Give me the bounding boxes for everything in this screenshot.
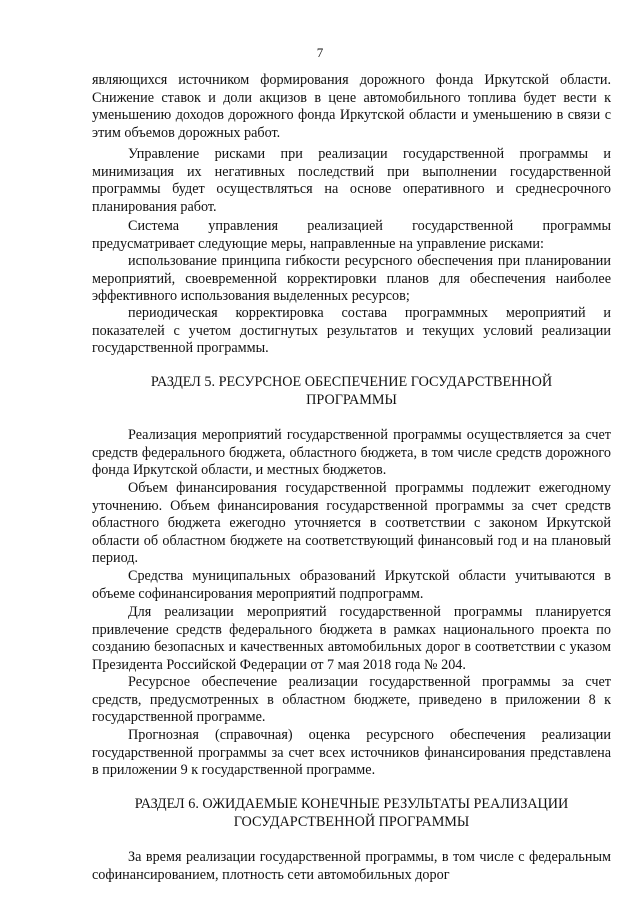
paragraph (92, 727, 611, 780)
paragraph-text: Прогнозная (справочная) оценка ресурсного обеспечения реализации государственной программы за счет всех источников финансирования представлена в приложении 9 к государственной программе. (92, 727, 611, 779)
section-5-title-line-1: РАЗДЕЛ 5. РЕСУРСНОЕ ОБЕСПЕЧЕНИЕ ГОСУДАРСТВЕННОЙ (150, 374, 553, 390)
paragraph (92, 305, 611, 358)
paragraph (92, 674, 611, 727)
paragraph (92, 146, 611, 216)
paragraph-text: Объем финансирования государственной программы подлежит ежегодному уточнению. Объем финансирования государственной программы за счет средств областного бюджета ежегодно уточняется в соответствии с законом Иркутской области об областном бюджете на соответствующий финансовый год и на плановый период. (92, 480, 611, 567)
paragraph-text: За время реализации государственной программы, в том числе с федеральным софинансированием, плотность сети автомобильных дорог (92, 849, 611, 883)
section-6-heading (92, 796, 611, 831)
paragraph-text: использование принципа гибкости ресурсного обеспечения при планировании мероприятий, своевременной корректировки планов для обеспечения наиболее эффективного использования выделенных ресурсов; (92, 253, 611, 305)
paragraph (92, 72, 611, 142)
paragraph-text: Средства муниципальных образований Иркутской области учитываются в объеме софинансирования мероприятий подпрограмм. (92, 568, 611, 602)
paragraph-text: Реализация мероприятий государственной программы осуществляется за счет средств федерального бюджета, областного бюджета, в том числе средств дорожного фонда Иркутской области, и местных бюджетов. (92, 427, 611, 479)
section-6-title-line-2: ГОСУДАРСТВЕННОЙ ПРОГРАММЫ (233, 813, 470, 830)
section-6-title-line-1: РАЗДЕЛ 6. ОЖИДАЕМЫЕ КОНЕЧНЫЕ РЕЗУЛЬТАТЫ РЕАЛИЗАЦИИ (134, 796, 569, 812)
paragraph (92, 849, 611, 884)
page-number: 7 (316, 45, 324, 60)
paragraph-text: Для реализации мероприятий государственной программы планируется привлечение средств федерального бюджета в рамках национального проекта по созданию безопасных и качественных автомобильных дорог в соответствии с указом Президента Российской Федерации от 7 мая 2018 года № 204. (92, 604, 611, 673)
section-5-heading (92, 374, 611, 409)
paragraph-text: являющихся источником формирования дорожного фонда Иркутской области. Снижение ставок и доли акцизов в цене автомобильного топлива будет вести к уменьшению доходов дорожного фонда Иркутской области и уменьшению в связи с этим объемов дорожных работ. (92, 72, 611, 141)
paragraph-text: Система управления реализацией государственной программы предусматривает следующие меры, направленные на управление рисками: (92, 218, 611, 252)
paragraph (92, 218, 611, 253)
paragraph-text: периодическая корректировка состава программных мероприятий и показателей с учетом достигнутых результатов и текущих условий реализации государственной программы. (92, 305, 611, 357)
paragraph (92, 253, 611, 306)
paragraph-text: Управление рисками при реализации государственной программы и минимизация их негативных последствий при выполнении государственной программы будет осуществляться на основе оперативного и среднесрочного планирования работ. (92, 146, 611, 215)
paragraph (92, 604, 611, 674)
paragraph-text: Ресурсное обеспечение реализации государственной программы за счет средств, предусмотренных в областном бюджете, приведено в приложении 8 к государственной программе. (92, 674, 611, 726)
paragraph (92, 427, 611, 480)
paragraph (92, 568, 611, 603)
paragraph (92, 480, 611, 568)
section-5-title-line-2: ПРОГРАММЫ (306, 391, 397, 408)
